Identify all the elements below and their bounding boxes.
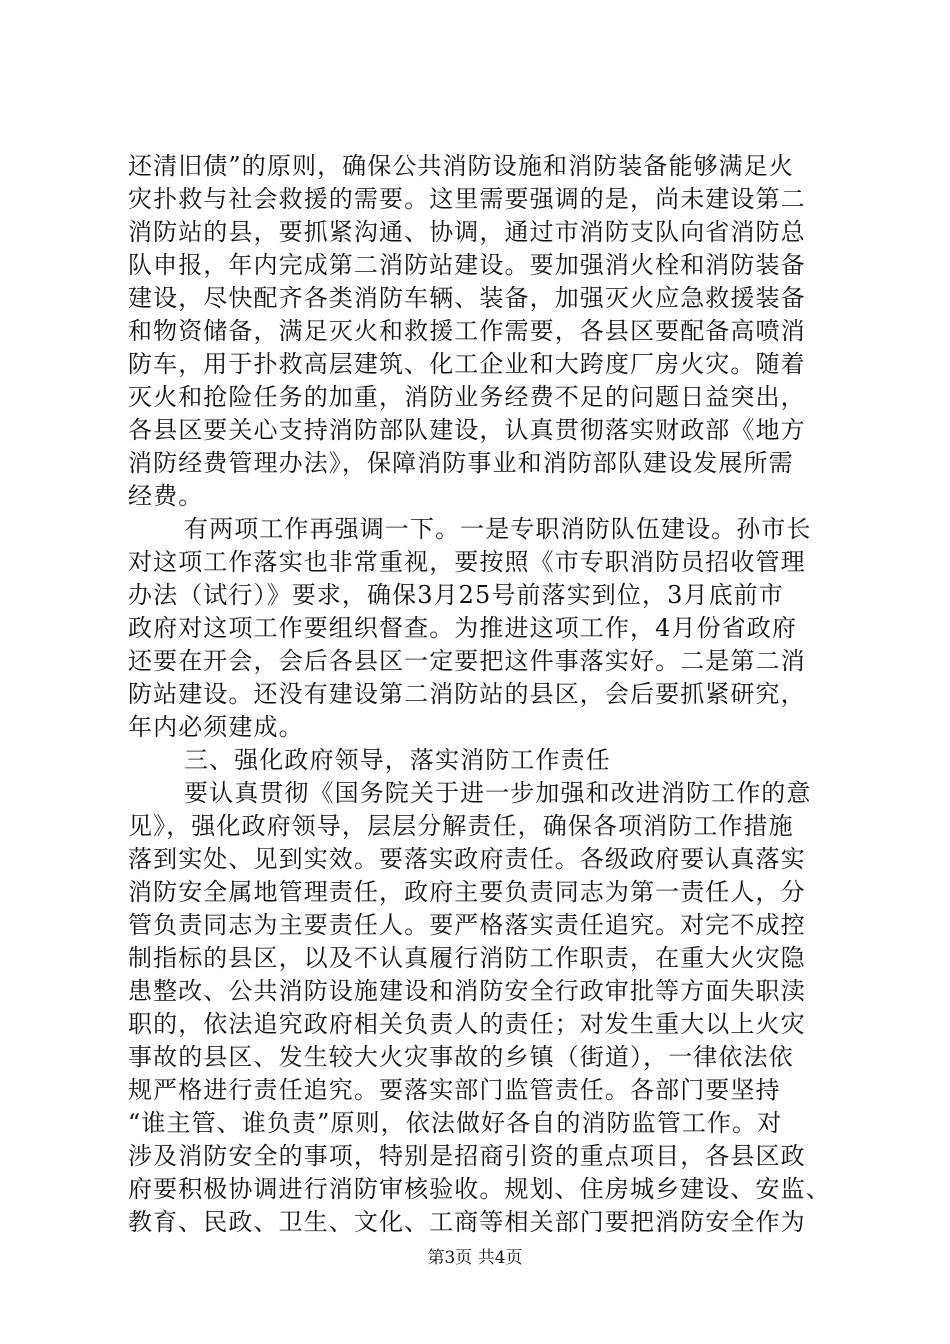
text-line: 年内必须建成。 (128, 713, 304, 741)
text-line: 队申报，年内完成第二消防站建设。要加强消火栓和消防装备 (128, 251, 806, 279)
text-line: 防站建设。还没有建设第二消防站的县区，会后要抓紧研究， (128, 680, 806, 708)
text-line: 防车，用于扑救高层建筑、化工企业和大跨度厂房火灾。随着 (128, 350, 806, 378)
text-line: 制指标的县区，以及不认真履行消防工作职责，在重大火灾隐 (128, 944, 806, 972)
text-line: 建设，尽快配齐各类消防车辆、装备，加强灭火应急救援装备 (128, 284, 806, 312)
text-line: 政府对这项工作要组织督查。为推进这项工作，4月份省政府 (128, 614, 797, 642)
text-line: 对这项工作落实也非常重视，要按照《市专职消防员招收管理 (128, 548, 806, 576)
text-line: 涉及消防安全的事项，特别是招商引资的重点项目，各县区政 (128, 1142, 806, 1170)
paragraph-start-line: 要认真贯彻《国务院关于进一步加强和改进消防工作的意 (184, 779, 812, 807)
body-text (128, 150, 831, 1239)
text-line: 教育、民政、卫生、文化、工商等相关部门要把消防安全作为 (128, 1208, 806, 1236)
text-line: 消防安全属地管理责任，政府主要负责同志为第一责任人，分 (128, 878, 806, 906)
text-line: 消防站的县，要抓紧沟通、协调，通过市消防支队向省消防总 (128, 218, 806, 246)
text-line: 见》，强化政府领导，层层分解责任，确保各项消防工作措施 (128, 812, 794, 840)
text-line: 职的，依法追究政府相关负责人的责任；对发生重大以上火灾 (128, 1010, 806, 1038)
page-number-footer: 第3页 共4页 (427, 1248, 523, 1268)
text-line: 各县区要关心支持消防部队建设，认真贯彻落实财政部《地方 (128, 416, 806, 444)
text-line: 规严格进行责任追究。要落实部门监管责任。各部门要坚持 (128, 1076, 781, 1104)
paragraph-start-line: 有两项工作再强调一下。一是专职消防队伍建设。孙市长 (184, 515, 812, 543)
text-line: 办法（试行）》要求，确保3月25号前落实到位，3月底前市 (128, 581, 784, 609)
text-line: 管负责同志为主要责任人。要严格落实责任追究。对完不成控 (128, 911, 806, 939)
text-line: “谁主管、谁负责”原则，依法做好各自的消防监管工作。对 (128, 1109, 783, 1137)
text-line: 经费。 (128, 482, 204, 510)
text-line: 府要积极协调进行消防审核验收。规划、住房城乡建设、安监、 (128, 1175, 831, 1203)
text-line: 还清旧债”的原则，确保公共消防设施和消防装备能够满足火 (128, 152, 794, 180)
section-heading: 三、强化政府领导，落实消防工作责任 (184, 746, 611, 774)
text-line: 落到实处、见到实效。要落实政府责任。各级政府要认真落实 (128, 845, 806, 873)
text-line: 灾扑救与社会救援的需要。这里需要强调的是，尚未建设第二 (128, 185, 806, 213)
text-line: 事故的县区、发生较大火灾事故的乡镇（街道），一律依法依 (128, 1043, 794, 1071)
text-line: 还要在开会，会后各县区一定要把这件事落实好。二是第二消 (128, 647, 806, 675)
text-line: 灭火和抢险任务的加重，消防业务经费不足的问题日益突出， (128, 383, 806, 411)
text-line: 患整改、公共消防设施建设和消防安全行政审批等方面失职渎 (128, 977, 806, 1005)
text-line: 和物资储备，满足灭火和救援工作需要，各县区要配备高喷消 (128, 317, 806, 345)
text-line: 消防经费管理办法》，保障消防事业和消防部队建设发展所需 (128, 449, 794, 477)
